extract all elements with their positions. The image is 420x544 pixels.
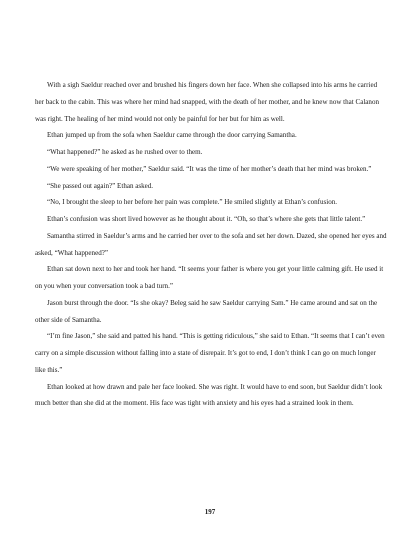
paragraph: Ethan jumped up from the sofa when Saeldur came through the door carrying Samantha. xyxy=(47,131,297,140)
paragraph: “What happened?” he asked as he rushed over to them. xyxy=(47,148,203,156)
paragraph: “I’m fine Jason,” she said and patted his hand. “This is getting ridiculous,” she said to Ethan. “It seems that I can’t even carry on a simple discussion without falling into a state of disrepair. It’s got to end, I don’t think I can go on much longer like this.” xyxy=(35,332,385,374)
body-text xyxy=(35,77,387,412)
paragraph: Samantha stirred in Saeldur’s arms and he carried her over to the sofa and set her down. Dazed, she opened her eyes and asked, “What happened?” xyxy=(35,231,387,257)
page-number: 197 xyxy=(204,508,216,516)
paragraph: Ethan looked at how drawn and pale her face looked. She was right. It would have to end soon, but Saeldur didn’t look much better than she did at the moment. His face was tight with anxiety and his eyes had a strained look in them. xyxy=(35,382,383,408)
paragraph: With a sigh Saeldur reached over and brushed his fingers down her face. When she collapsed into his arms he carried her back to the cabin. This was where her mind had snapped, with the death of her mother, and he knew now that Calanon was right. The healing of her mind would not only be painful for her but for him as well. xyxy=(35,81,379,123)
paragraph: “We were speaking of her mother,” Saeldur said. “It was the time of her mother’s death that her mind was broken.” xyxy=(47,164,372,173)
paragraph: Ethan’s confusion was short lived however as he thought about it. “Oh, so that’s where she gets that little talent.” xyxy=(47,215,366,223)
paragraph: “No, I brought the sleep to her before her pain was complete.” He smiled slightly at Ethan’s confusion. xyxy=(47,198,338,207)
paragraph: “She passed out again?” Ethan asked. xyxy=(47,181,154,190)
paragraph: Jason burst through the door. “Is she okay? Beleg said he saw Saeldur carrying Sam.” He came around and sat on the other side of Samantha. xyxy=(35,298,378,324)
paragraph: Ethan sat down next to her and took her hand. “It seems your father is where you get your little calming gift. He used it on you when your conversation took a bad turn.” xyxy=(35,265,384,290)
